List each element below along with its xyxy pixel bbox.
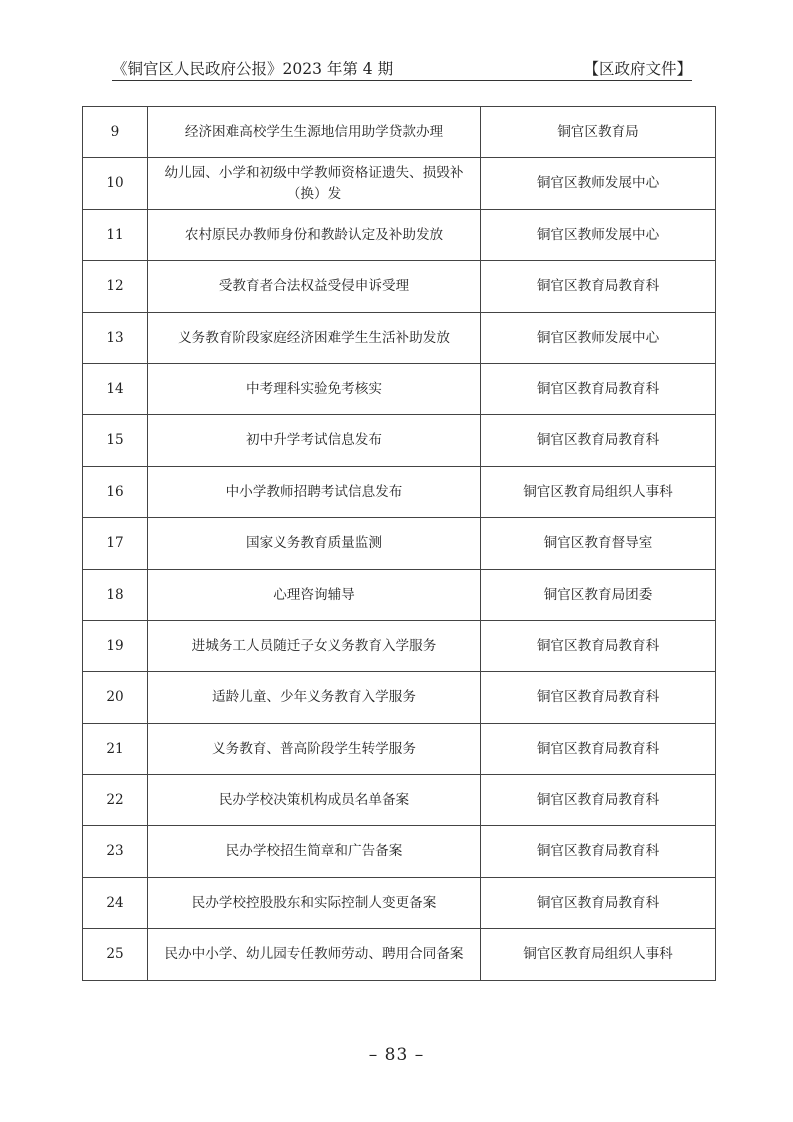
service-item: 心理咨询辅导 [148, 569, 481, 620]
header-divider [112, 80, 692, 81]
row-number: 17 [83, 518, 148, 569]
row-number: 25 [83, 929, 148, 980]
row-number: 16 [83, 466, 148, 517]
responsible-department: 铜官区教育局教育科 [481, 877, 716, 928]
table-row [83, 363, 716, 414]
responsible-department: 铜官区教育局教育科 [481, 775, 716, 826]
row-number: 22 [83, 775, 148, 826]
responsible-department: 铜官区教育局教育科 [481, 363, 716, 414]
table-row [83, 569, 716, 620]
service-item: 中考理科实验免考核实 [148, 363, 481, 414]
service-table [82, 106, 716, 981]
service-item: 民办学校招生简章和广告备案 [148, 826, 481, 877]
service-item: 幼儿园、小学和初级中学教师资格证遗失、损毁补（换）发 [148, 158, 481, 209]
row-number: 18 [83, 569, 148, 620]
responsible-department: 铜官区教师发展中心 [481, 158, 716, 209]
service-item: 国家义务教育质量监测 [148, 518, 481, 569]
table-row [83, 158, 716, 209]
service-item: 义务教育阶段家庭经济困难学生生活补助发放 [148, 312, 481, 363]
service-item: 进城务工人员随迁子女义务教育入学服务 [148, 620, 481, 671]
responsible-department: 铜官区教育局教育科 [481, 672, 716, 723]
service-item: 中小学教师招聘考试信息发布 [148, 466, 481, 517]
page-header [112, 57, 692, 81]
row-number: 20 [83, 672, 148, 723]
row-number: 9 [83, 107, 148, 158]
row-number: 21 [83, 723, 148, 774]
service-item: 初中升学考试信息发布 [148, 415, 481, 466]
service-item: 民办学校决策机构成员名单备案 [148, 775, 481, 826]
row-number: 24 [83, 877, 148, 928]
bulletin-title: 《铜官区人民政府公报》2023 年第 4 期 [112, 60, 394, 78]
row-number: 23 [83, 826, 148, 877]
table-row [83, 312, 716, 363]
row-number: 10 [83, 158, 148, 209]
table-row [83, 775, 716, 826]
table-row [83, 518, 716, 569]
service-item: 义务教育、普高阶段学生转学服务 [148, 723, 481, 774]
table-row [83, 826, 716, 877]
responsible-department: 铜官区教育督导室 [481, 518, 716, 569]
responsible-department: 铜官区教育局教育科 [481, 723, 716, 774]
row-number: 13 [83, 312, 148, 363]
page-number: – 83 – [368, 1045, 425, 1065]
row-number: 14 [83, 363, 148, 414]
table-row [83, 723, 716, 774]
row-number: 12 [83, 261, 148, 312]
service-item: 农村原民办教师身份和教龄认定及补助发放 [148, 209, 481, 260]
responsible-department: 铜官区教育局教育科 [481, 261, 716, 312]
responsible-department: 铜官区教师发展中心 [481, 209, 716, 260]
service-item: 民办中小学、幼儿园专任教师劳动、聘用合同备案 [148, 929, 481, 980]
responsible-department: 铜官区教育局教育科 [481, 826, 716, 877]
responsible-department: 铜官区教师发展中心 [481, 312, 716, 363]
service-item: 适龄儿童、少年义务教育入学服务 [148, 672, 481, 723]
table-row [83, 877, 716, 928]
table-row [83, 929, 716, 980]
table-row [83, 672, 716, 723]
table-row [83, 107, 716, 158]
table-row [83, 466, 716, 517]
row-number: 11 [83, 209, 148, 260]
responsible-department: 铜官区教育局 [481, 107, 716, 158]
responsible-department: 铜官区教育局团委 [481, 569, 716, 620]
responsible-department: 铜官区教育局教育科 [481, 620, 716, 671]
row-number: 19 [83, 620, 148, 671]
service-item: 民办学校控股股东和实际控制人变更备案 [148, 877, 481, 928]
table-row [83, 261, 716, 312]
table-row [83, 415, 716, 466]
service-item: 经济困难高校学生生源地信用助学贷款办理 [148, 107, 481, 158]
responsible-department: 铜官区教育局教育科 [481, 415, 716, 466]
table-row [83, 620, 716, 671]
row-number: 15 [83, 415, 148, 466]
responsible-department: 铜官区教育局组织人事科 [481, 466, 716, 517]
section-label: 【区政府文件】 [583, 60, 692, 78]
table-row [83, 209, 716, 260]
responsible-department: 铜官区教育局组织人事科 [481, 929, 716, 980]
service-item: 受教育者合法权益受侵申诉受理 [148, 261, 481, 312]
